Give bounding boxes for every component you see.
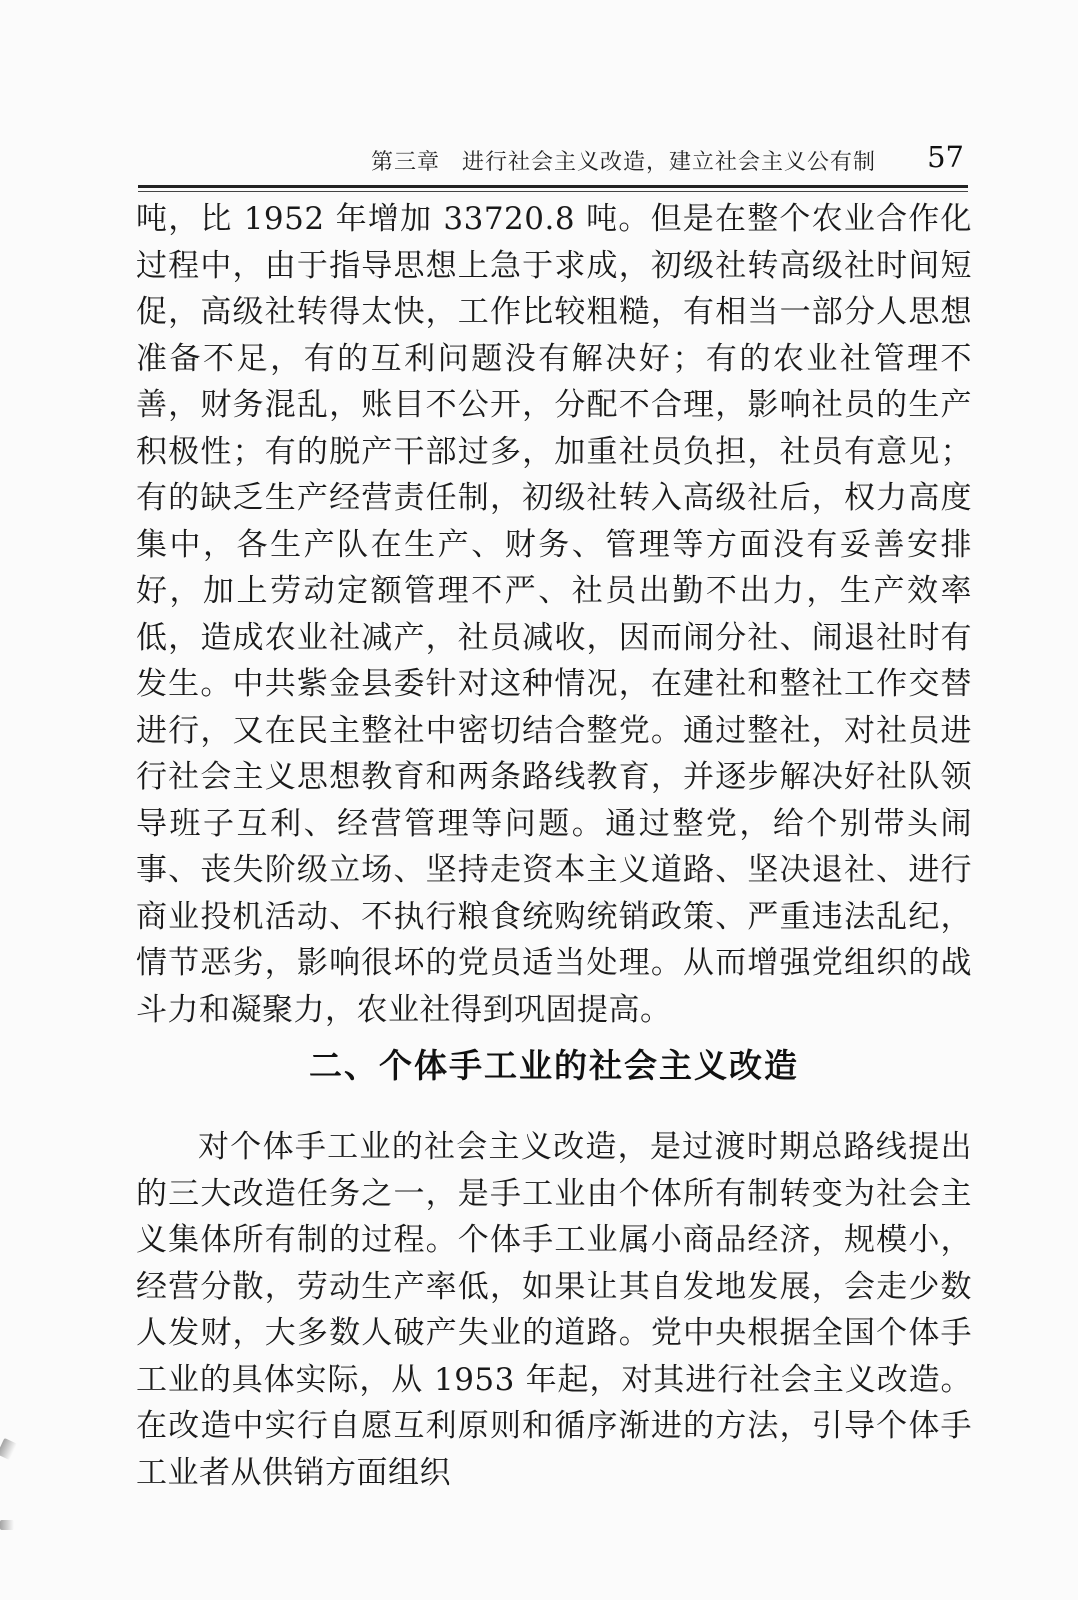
- header-chapter-title: 进行社会主义改造，建立社会主义公有制: [461, 150, 876, 175]
- scan-artifact: [0, 1520, 14, 1530]
- running-header: [138, 132, 968, 186]
- header-title: [371, 145, 876, 176]
- header-rule-thick: [138, 185, 968, 188]
- paragraph-continued: 吨，比 1952 年增加 33720.8 吨。但是在整个农业合作化过程中，由于指导思想上急于求成，初级社转高级社时间短促，高级社转得太快，工作比较粗糙，有相当一部分人思想准备不足，有的互利问题没有解决好；有的农业社管理不善，财务混乱，账目不公开，分配不合理，影响社员的生产积极性；有的脱产干部过多，加重社员负担，社员有意见；有的缺乏生产经营责任制，初级社转入高级社后，权力高度集中，各生产队在生产、财务、管理等方面没有妥善安排好，加上劳动定额管理不严、社员出勤不出力，生产效率低，造成农业社减产，社员减收，因而闹分社、闹退社时有发生。中共紫金县委针对这种情况，在建社和整社工作交替进行，又在民主整社中密切结合整党。通过整社，对社员进行社会主义思想教育和两条路线教育，并逐步解决好社队领导班子互利、经营管理等问题。通过整党，给个别带头闹事、丧失阶级立场、坚持走资本主义道路、坚决退社、进行商业投机活动、不执行粮食统购统销政策、严重违法乱纪，情节恶劣，影响很坏的党员适当处理。从而增强党组织的战斗力和凝聚力，农业社得到巩固提高。: [136, 201, 972, 1028]
- header-rule-thin: [138, 191, 968, 192]
- scan-artifact: [0, 1438, 17, 1460]
- paragraph-section-intro: 对个体手工业的社会主义改造，是过渡时期总路线提出的三大改造任务之一，是手工业由个体所有制转变为社会主义集体所有制的过程。个体手工业属小商品经济，规模小，经营分散，劳动生产率低，如果让其自发地发展，会走少数人发财，大多数人破产失业的道路。党中央根据全国个体手工业的具体实际，从 1953 年起，对其进行社会主义改造。在改造中实行自愿互利原则和循序渐进的方法，引导个体手工业者从供销方面组织: [136, 1129, 972, 1491]
- section-heading: 二、个体手工业的社会主义改造: [309, 1046, 799, 1085]
- header-chapter: 第三章: [370, 150, 440, 175]
- page-number: 57: [927, 140, 964, 174]
